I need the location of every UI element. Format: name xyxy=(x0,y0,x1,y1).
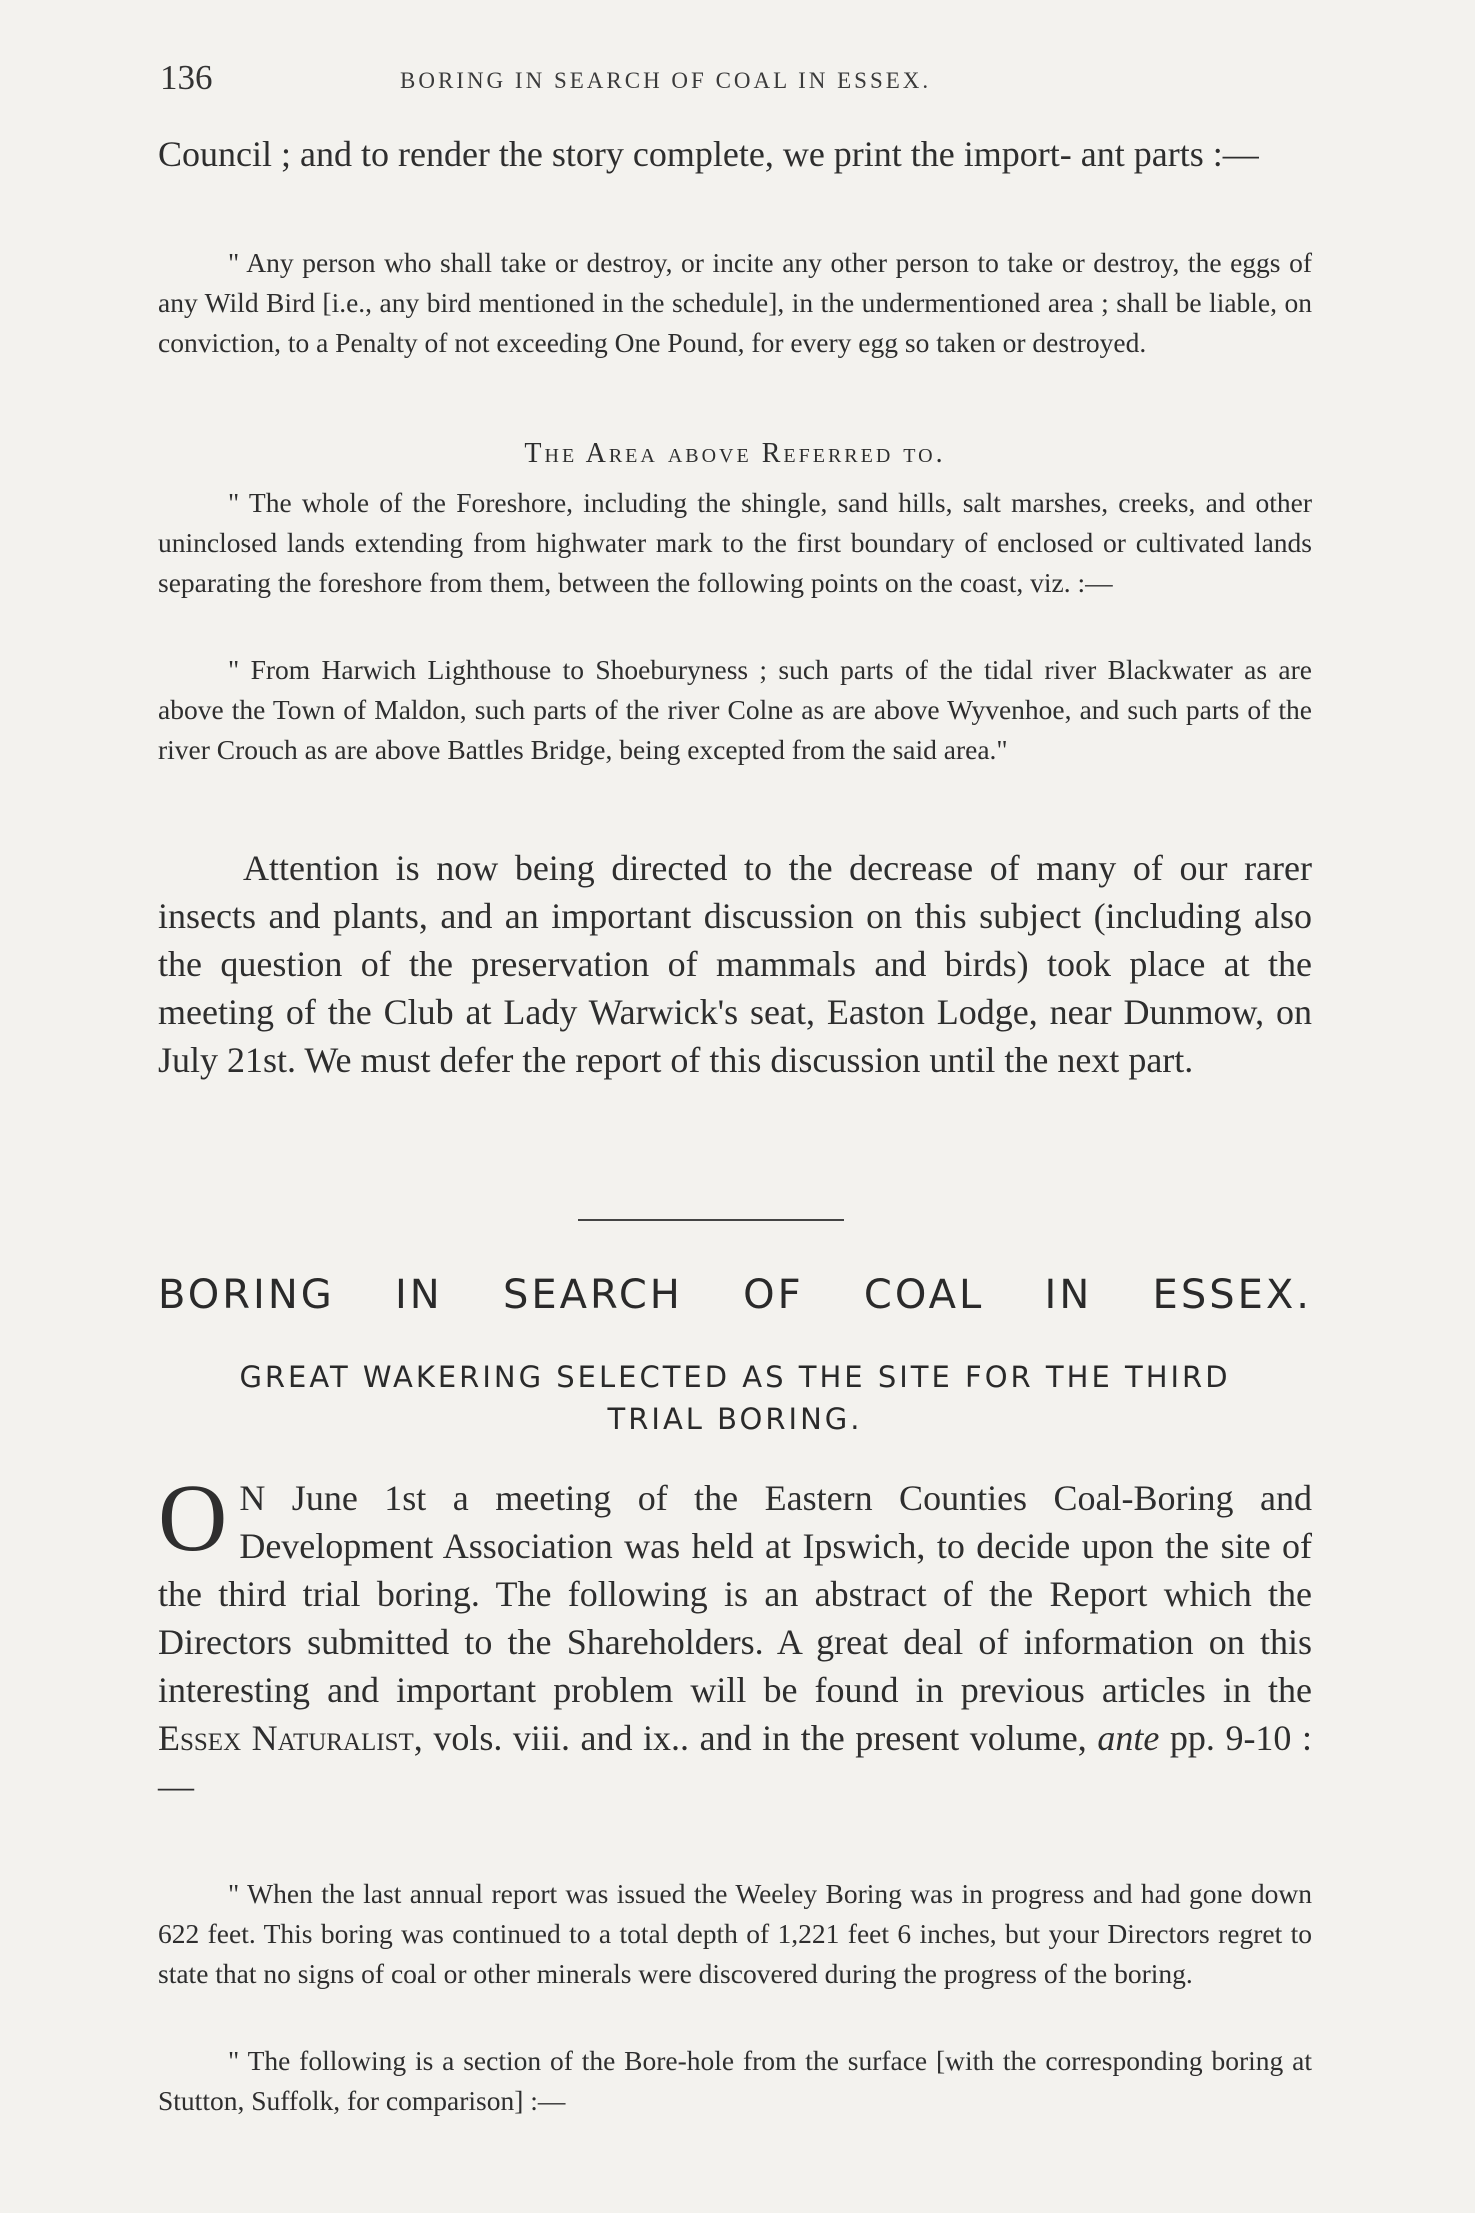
body-paragraph xyxy=(158,1464,1312,1810)
area-heading: The Area above Referred to. xyxy=(524,438,946,469)
page-header xyxy=(160,58,1310,98)
running-title: BORING IN SEARCH OF COAL IN ESSEX. xyxy=(400,68,932,93)
page-reference: pp. 9-10 :— xyxy=(158,1718,1312,1806)
order-quote: " Any person who shall take or destroy, or incite any other person to take or destroy, the eggs of any Wild Bird [i.e., any bird mentioned in the schedule], in the undermentioned area ; shall be liable, on conviction, to a Penalty of not exceeding One Pound, for every egg so taken or destroyed. xyxy=(158,247,1312,358)
area-quote-2: " From Harwich Lighthouse to Shoeburyness ; such parts of the tidal river Blackwater as are above the Town of Maldon, such parts of the river Colne as are above Wyvenhoe, and such parts of the river Crouch as are above Battles Bridge, being excepted from the said area." xyxy=(158,654,1312,765)
council-intro: Council ; and to render the story complete, we print the import- ant parts :— xyxy=(158,134,1259,174)
section-divider xyxy=(578,1219,844,1221)
report-quote-1: " When the last annual report was issued the Weeley Boring was in progress and had gone down 622 feet. This boring was continued to a total depth of 1,221 feet 6 inches, but your Directors regret to state that no signs of coal or other minerals were discovered during the progress of the boring. xyxy=(158,1878,1312,1989)
section-title: BORING IN SEARCH OF COAL IN ESSEX. xyxy=(158,1272,1312,1318)
report-quote-2: " The following is a section of the Bore-hole from the surface [with the corresponding boring at Stutton, Suffolk, for comparison] :— xyxy=(158,2045,1312,2116)
body-text-end: , vols. viii. and ix.. and in the present volume, xyxy=(413,1718,1087,1758)
area-quote-1: " The whole of the Foreshore, including the shingle, sand hills, salt marshes, creeks, and other uninclosed lands extending from highwater mark to the first boundary of enclosed or cultivated lands separating the foreshore from them, between the following points on the coast, viz. :— xyxy=(158,487,1312,598)
attention-paragraph: Attention is now being directed to the decrease of many of our rarer insects and plants, and an important discussion on this subject (including also the question of the preservation of mammals and birds) took place at the meeting of the Club at Lady Warwick's seat, Easton Lodge, near Dunmow, on July 21st. We must defer the report of this discussion until the next part. xyxy=(158,848,1312,1080)
page-number: 136 xyxy=(160,58,213,97)
journal-name: Essex Naturalist xyxy=(158,1718,414,1758)
section-subtitle: GREAT WAKERING SELECTED AS THE SITE FOR THE THIRD TRIAL BORING. xyxy=(239,1360,1231,1436)
body-text-start: N June 1st a meeting of the Eastern Counties Coal-Boring and Development Association was held at Ipswich, to decide upon the site of the third trial boring. The following is an abstract of the Report which the Directors submitted to the Shareholders. A great deal of information on this interesting and important problem will be found in previous articles in the xyxy=(158,1478,1312,1710)
ante-word: ante xyxy=(1097,1718,1160,1758)
drop-cap: O xyxy=(158,1464,228,1571)
